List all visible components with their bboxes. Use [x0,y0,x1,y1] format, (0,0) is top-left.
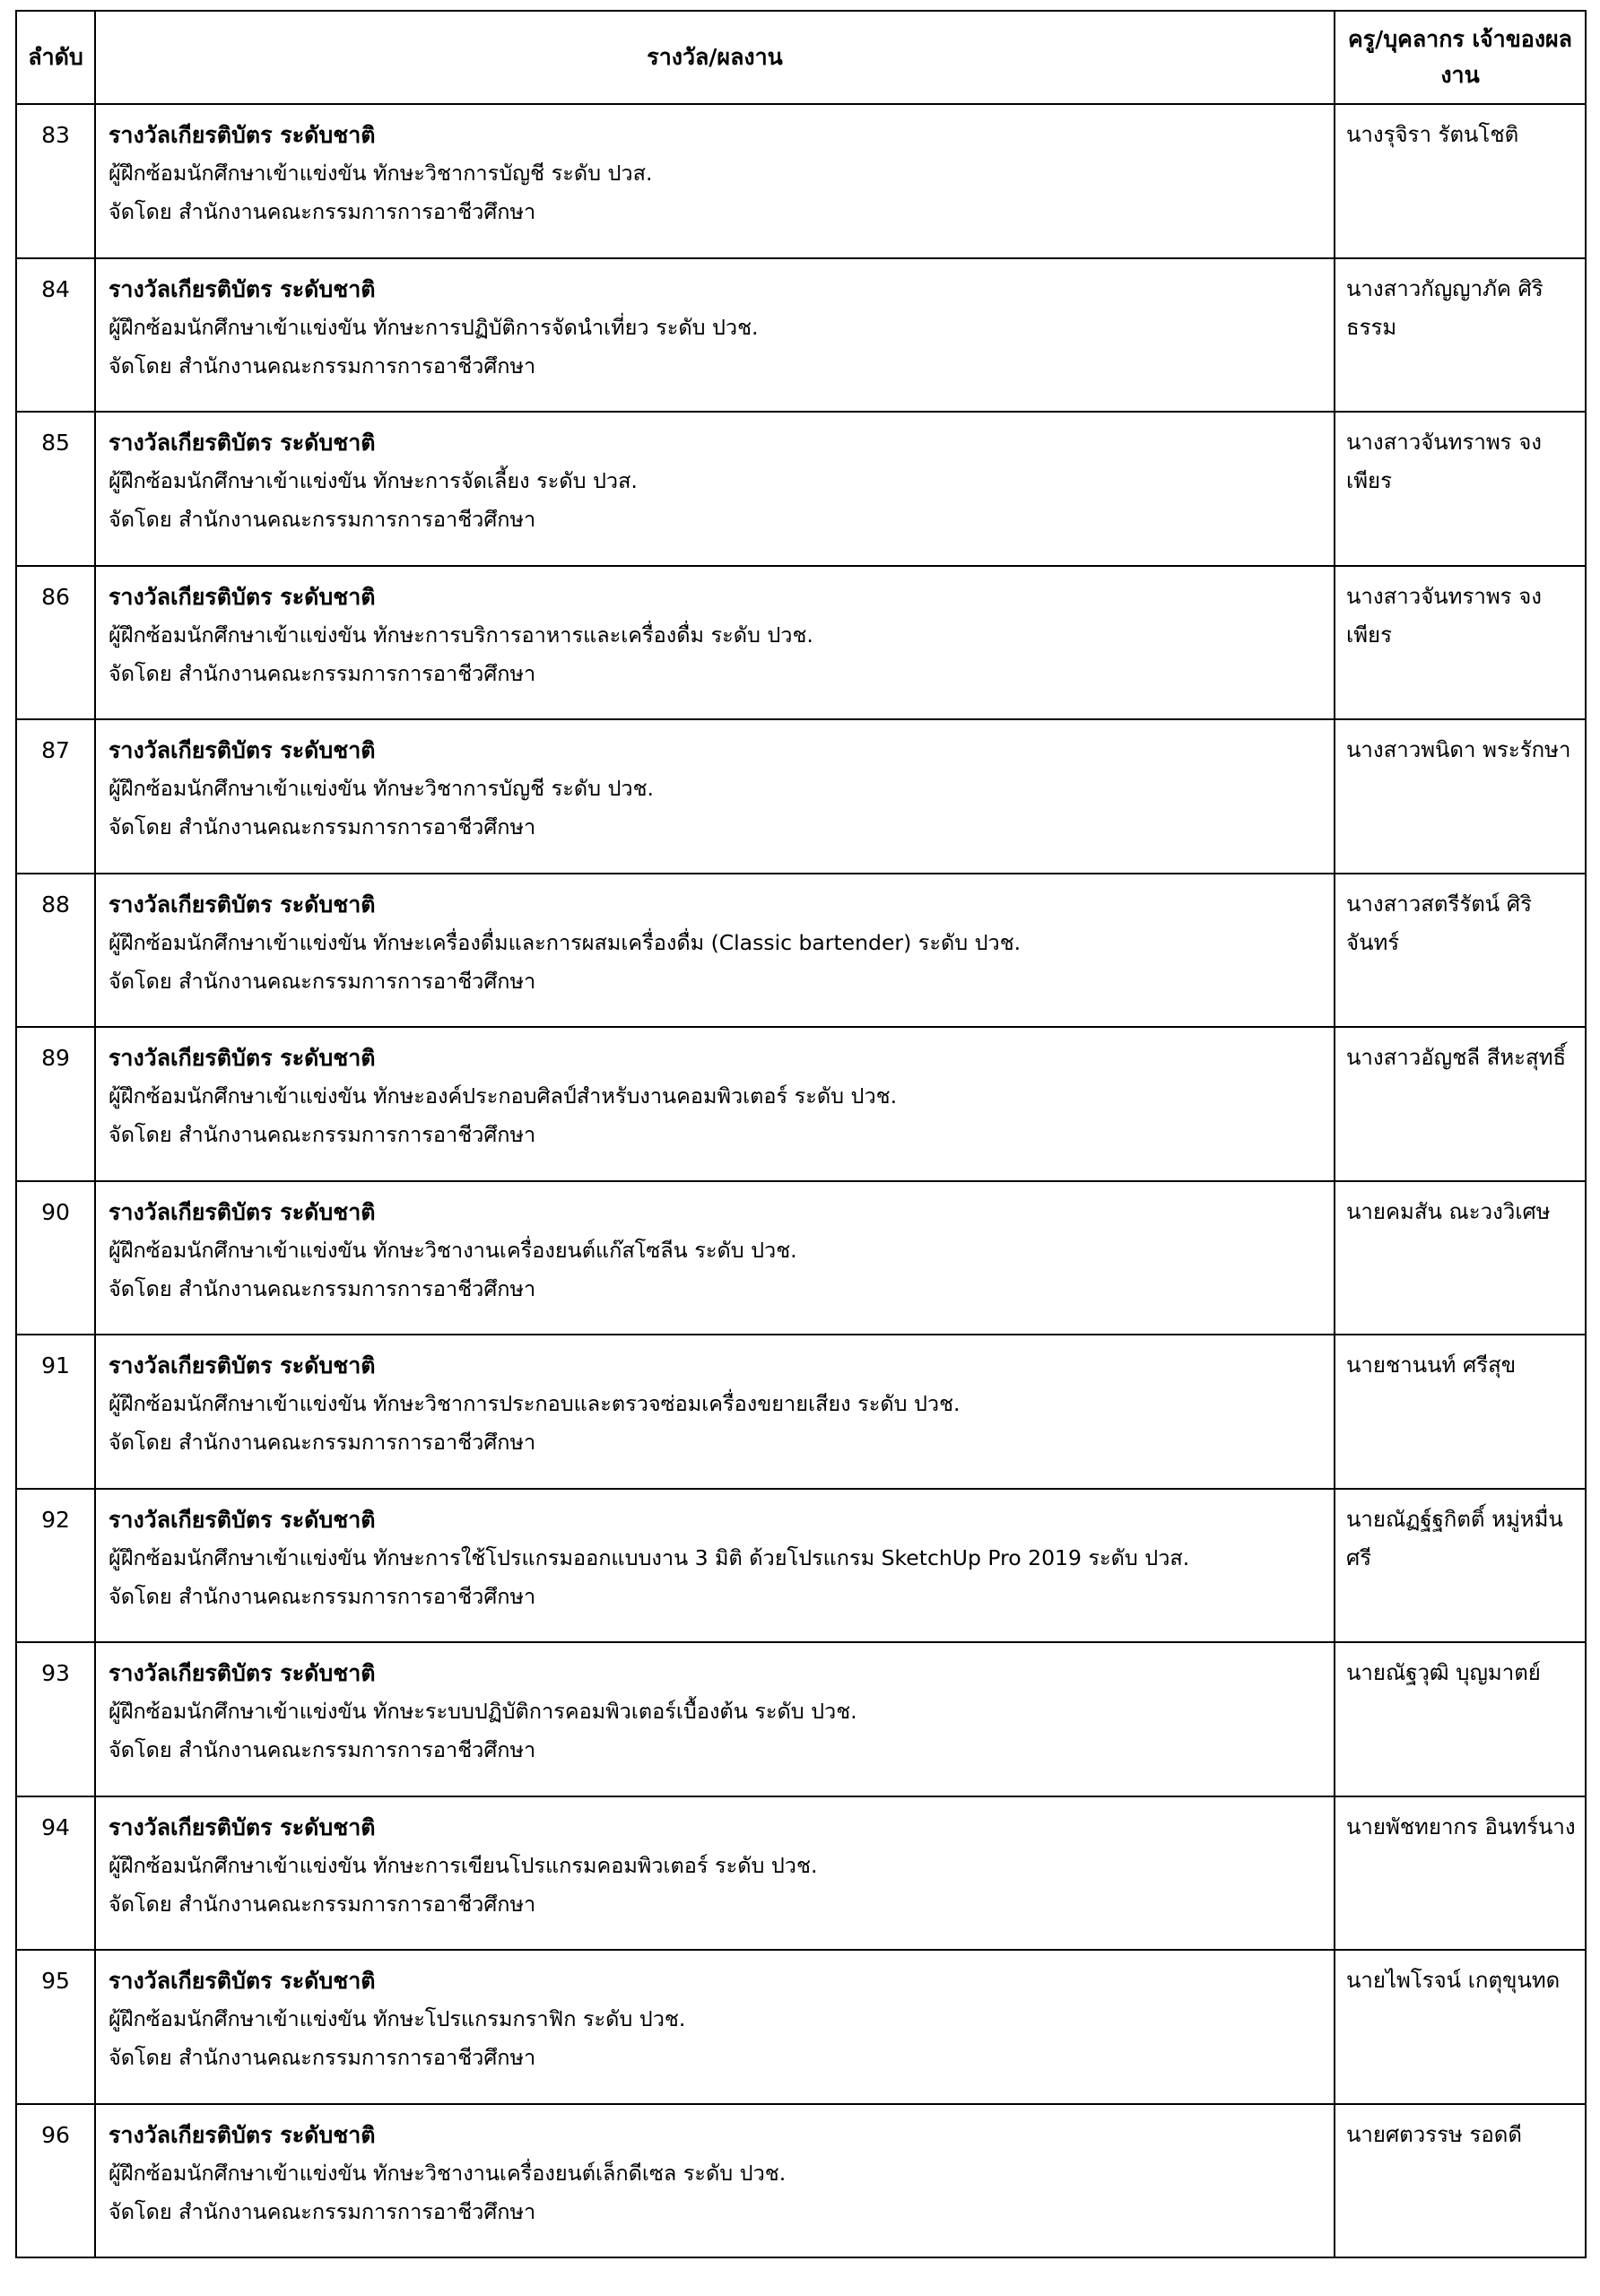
table-row [16,1950,1586,2104]
award-cell [95,1027,1335,1181]
row-number: 92 [16,1489,95,1643]
owner-cell: นายคมสัน ณะวงวิเศษ [1335,1181,1586,1335]
award-title: รางวัลเกียรติบัตร ระดับชาติ [109,891,376,918]
row-number: 85 [16,412,95,566]
table-body [16,104,1586,2257]
header-owner: ครู/บุคลากร เจ้าของผลงาน [1335,11,1586,104]
owner-cell: นางรุจิรา รัตนโชติ [1335,104,1586,258]
award-title: รางวัลเกียรติบัตร ระดับชาติ [109,583,376,610]
owner-cell: นายณัฐวุฒิ บุญมาตย์ [1335,1642,1586,1796]
award-cell [95,1950,1335,2104]
award-title: รางวัลเกียรติบัตร ระดับชาติ [109,1198,376,1225]
row-number: 84 [16,258,95,413]
award-title: รางวัลเกียรติบัตร ระดับชาติ [109,737,376,763]
award-cell [95,1796,1335,1951]
award-detail: ผู้ฝึกซ้อมนักศึกษาเข้าแข่งขัน ทักษะวิชาการประกอบและตรวจซ่อมเครื่องขยายเสียง ระดับ ปวช. [109,1391,961,1416]
table-row [16,566,1586,720]
owner-cell: นางสาวอัญชลี สีหะสุทธิ์ [1335,1027,1586,1181]
award-cell [95,1489,1335,1643]
row-number: 91 [16,1335,95,1489]
table-row [16,1489,1586,1643]
award-organizer: จัดโดย สำนักงานคณะกรรมการการอาชีวศึกษา [109,352,536,378]
award-title: รางวัลเกียรติบัตร ระดับชาติ [109,1506,376,1533]
award-cell [95,719,1335,874]
award-cell [95,1642,1335,1796]
award-organizer: จัดโดย สำนักงานคณะกรรมการการอาชีวศึกษา [109,1737,536,1762]
award-detail: ผู้ฝึกซ้อมนักศึกษาเข้าแข่งขัน ทักษะการจัดเลี้ยง ระดับ ปวส. [109,468,638,493]
table-row [16,874,1586,1028]
award-title: รางวัลเกียรติบัตร ระดับชาติ [109,2121,376,2148]
owner-cell: นายณัฏฐ์ฐกิตติ์ หมู่หมื่นศรี [1335,1489,1586,1643]
row-number: 90 [16,1181,95,1335]
row-number: 89 [16,1027,95,1181]
award-title: รางวัลเกียรติบัตร ระดับชาติ [109,275,376,302]
row-number: 87 [16,719,95,874]
award-cell [95,104,1335,258]
table-row [16,258,1586,413]
award-organizer: จัดโดย สำนักงานคณะกรรมการการอาชีวศึกษา [109,660,536,686]
row-number: 86 [16,566,95,720]
award-detail: ผู้ฝึกซ้อมนักศึกษาเข้าแข่งขัน ทักษะวิชางานเครื่องยนต์เล็กดีเซล ระดับ ปวช. [109,2160,787,2186]
header-no: ลำดับ [16,11,95,104]
award-organizer: จัดโดย สำนักงานคณะกรรมการการอาชีวศึกษา [109,2198,536,2224]
award-organizer: จัดโดย สำนักงานคณะกรรมการการอาชีวศึกษา [109,199,536,224]
award-cell [95,566,1335,720]
owner-cell: นางสาวจันทราพร จงเพียร [1335,412,1586,566]
award-cell [95,1335,1335,1489]
row-number: 83 [16,104,95,258]
header-award: รางวัล/ผลงาน [95,11,1335,104]
awards-document [15,10,1585,2258]
award-detail: ผู้ฝึกซ้อมนักศึกษาเข้าแข่งขัน ทักษะการใช้โปรแกรมออกแบบงาน 3 มิติ ด้วยโปรแกรม SketchUp Pro 2019 ระดับ ปวส. [109,1544,1190,1570]
owner-cell: นางสาวจันทราพร จงเพียร [1335,566,1586,720]
award-detail: ผู้ฝึกซ้อมนักศึกษาเข้าแข่งขัน ทักษะวิชาการบัญชี ระดับ ปวช. [109,776,655,801]
award-cell [95,258,1335,413]
award-organizer: จัดโดย สำนักงานคณะกรรมการการอาชีวศึกษา [109,507,536,532]
award-detail: ผู้ฝึกซ้อมนักศึกษาเข้าแข่งขัน ทักษะวิชางานเครื่องยนต์แก๊สโซลีน ระดับ ปวช. [109,1237,797,1263]
row-number: 93 [16,1642,95,1796]
award-organizer: จัดโดย สำนักงานคณะกรรมการการอาชีวศึกษา [109,968,536,994]
owner-cell: นางสาวพนิดา พระรักษา [1335,719,1586,874]
award-cell [95,412,1335,566]
row-number: 95 [16,1950,95,2104]
table-row [16,1335,1586,1489]
award-cell [95,874,1335,1028]
award-organizer: จัดโดย สำนักงานคณะกรรมการการอาชีวศึกษา [109,1430,536,1455]
table-row [16,104,1586,258]
award-title: รางวัลเกียรติบัตร ระดับชาติ [109,1968,376,1994]
award-organizer: จัดโดย สำนักงานคณะกรรมการการอาชีวศึกษา [109,2045,536,2070]
award-organizer: จัดโดย สำนักงานคณะกรรมการการอาชีวศึกษา [109,1583,536,1609]
award-detail: ผู้ฝึกซ้อมนักศึกษาเข้าแข่งขัน ทักษะวิชาการบัญชี ระดับ ปวส. [109,161,653,186]
owner-cell: นายศตวรรษ รอดดี [1335,2104,1586,2258]
row-number: 94 [16,1796,95,1951]
award-title: รางวัลเกียรติบัตร ระดับชาติ [109,1813,376,1840]
award-title: รางวัลเกียรติบัตร ระดับชาติ [109,1660,376,1686]
award-cell [95,2104,1335,2258]
table-row [16,1027,1586,1181]
award-detail: ผู้ฝึกซ้อมนักศึกษาเข้าแข่งขัน ทักษะเครื่องดื่มและการผสมเครื่องดื่ม (Classic bartender) ระดับ ปวช. [109,929,1022,955]
awards-table [15,10,1587,2258]
award-detail: ผู้ฝึกซ้อมนักศึกษาเข้าแข่งขัน ทักษะการเขียนโปรแกรมคอมพิวเตอร์ ระดับ ปวช. [109,1852,818,1878]
table-row [16,412,1586,566]
award-title: รางวัลเกียรติบัตร ระดับชาติ [109,430,376,456]
table-row [16,1642,1586,1796]
award-detail: ผู้ฝึกซ้อมนักศึกษาเข้าแข่งขัน ทักษะการบริการอาหารและเครื่องดื่ม ระดับ ปวช. [109,622,813,648]
award-organizer: จัดโดย สำนักงานคณะกรรมการการอาชีวศึกษา [109,1891,536,1917]
award-detail: ผู้ฝึกซ้อมนักศึกษาเข้าแข่งขัน ทักษะระบบปฏิบัติการคอมพิวเตอร์เบื้องต้น ระดับ ปวช. [109,1699,857,1724]
award-organizer: จัดโดย สำนักงานคณะกรรมการการอาชีวศึกษา [109,814,536,839]
table-header-row [16,11,1586,104]
award-organizer: จัดโดย สำนักงานคณะกรรมการการอาชีวศึกษา [109,1275,536,1301]
row-number: 88 [16,874,95,1028]
award-cell [95,1181,1335,1335]
table-row [16,1181,1586,1335]
owner-cell: นางสาวกัญญาภัค ศิริธรรม [1335,258,1586,413]
award-title: รางวัลเกียรติบัตร ระดับชาติ [109,122,376,148]
table-row [16,1796,1586,1951]
table-row [16,2104,1586,2258]
row-number: 96 [16,2104,95,2258]
award-detail: ผู้ฝึกซ้อมนักศึกษาเข้าแข่งขัน ทักษะโปรแกรมกราฟิก ระดับ ปวช. [109,2006,686,2031]
award-title: รางวัลเกียรติบัตร ระดับชาติ [109,1045,376,1071]
award-title: รางวัลเกียรติบัตร ระดับชาติ [109,1352,376,1378]
table-row [16,719,1586,874]
owner-cell: นายไพโรจน์ เกตุขุนทด [1335,1950,1586,2104]
award-detail: ผู้ฝึกซ้อมนักศึกษาเข้าแข่งขัน ทักษะการปฏิบัติการจัดนำเที่ยว ระดับ ปวช. [109,314,759,340]
owner-cell: นายพัชทยากร อินทร์นาง [1335,1796,1586,1951]
owner-cell: นางสาวสตรีรัตน์ ศิริจันทร์ [1335,874,1586,1028]
award-organizer: จัดโดย สำนักงานคณะกรรมการการอาชีวศึกษา [109,1122,536,1147]
award-detail: ผู้ฝึกซ้อมนักศึกษาเข้าแข่งขัน ทักษะองค์ประกอบศิลป์สำหรับงานคอมพิวเตอร์ ระดับ ปวช. [109,1083,898,1109]
owner-cell: นายชานนท์ ศรีสุข [1335,1335,1586,1489]
